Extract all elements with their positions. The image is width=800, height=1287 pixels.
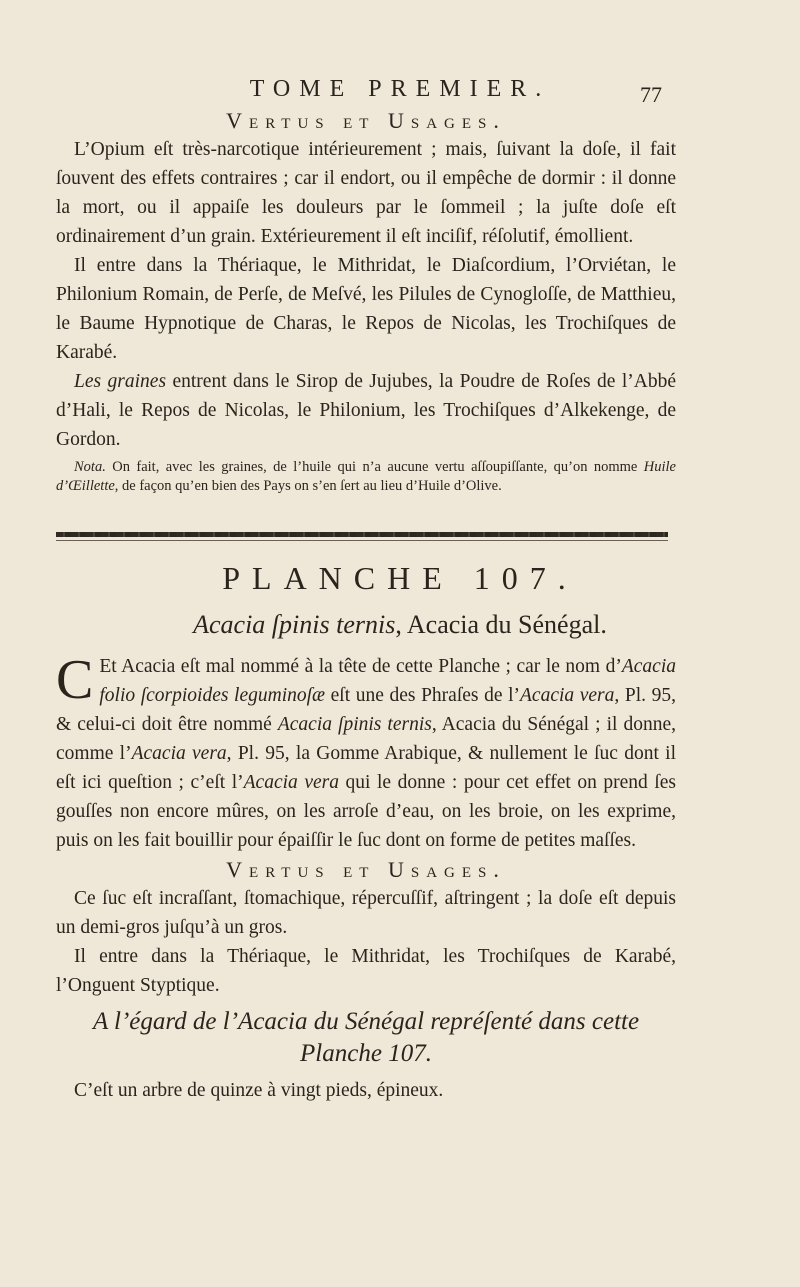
drop-cap: C xyxy=(56,649,94,711)
thin-rule xyxy=(56,540,668,541)
nota-text-a: On fait, avec les graines, de l’huile qui n’a aucune vertu aſſoupiſſante, qu’on nomme xyxy=(105,459,644,475)
last-line: C’eſt un arbre de quinze à vingt pieds, épineux. xyxy=(74,1080,444,1101)
paragraph-entre-2: Il entre dans la Thériaque, le Mithridat, les Trochiſques de Karabé, l’Onguent Styptique. xyxy=(56,946,676,996)
acacia-text-e: , Pl. 95, la Gomme Arabique, & nullement le ſuc dont il eſt ici queſtion ; c’eſt l’ xyxy=(56,743,676,793)
plate-subtitle-french: , Acacia du Sénégal. xyxy=(395,610,607,639)
acacia-text-d: , Acacia du Sénégal ; il donne, comme l’ xyxy=(56,714,676,764)
graines-text: entrent dans le Sirop de Jujubes, la Poudre de Roſes de l’Abbé d’Hali, le Repos de Nicolas, le Philonium, les Trochiſques d’Alkekenge, de Gordon. xyxy=(56,371,676,450)
acacia-em-3: Acacia ſpinis ternis xyxy=(277,714,432,735)
plate-subtitle xyxy=(0,610,800,640)
final-heading-line2: Planche 107. xyxy=(300,1040,432,1067)
paragraph-acacia xyxy=(56,649,676,855)
acacia-text-f: qui le donne : pour cet effet on prend ſes gouſſes non encore mûres, on les arroſe d’eau, on les broie, on les exprime, puis on les fait bouillir pour épaiſſir le ſuc dont on forme de petites maſſes. xyxy=(56,772,676,851)
graines-lead: Les graines xyxy=(74,371,167,392)
plate-subtitle-latin: Acacia ſpinis ternis xyxy=(193,610,396,639)
paragraph-entre: Il entre dans la Thériaque, le Mithridat, le Diaſcordium, l’Orviétan, le Philonium Romain, de Perſe, de Meſvé, les Pilules de Cynogloſſe, de Matthieu, le Baume Hypnotique de Charas, le Repos de Nicolas, les Trochiſques de Karabé. xyxy=(56,255,676,363)
paragraph-opium: L’Opium eſt très-narcotique intérieurement ; mais, ſuivant la doſe, il fait ſouvent des effets contraires ; car il endort, ou il empêche de dormir : il donne la mort, ou il appaiſe les douleurs par le ſommeil ; la juſte doſe eſt ordinairement d’un grain. Extérieurement il eſt inciſif, réſolutif, émollient. xyxy=(56,139,676,247)
first-section xyxy=(56,106,676,496)
page-number: 77 xyxy=(640,82,662,107)
acacia-em-4: Acacia vera xyxy=(131,743,227,764)
acacia-em-2: Acacia vera xyxy=(520,685,615,706)
acacia-text-c: , Pl. 95, & celui-ci doit être nommé xyxy=(56,685,676,735)
paragraph-nota xyxy=(56,458,676,496)
section-heading-vertus: Vertus et Usages. xyxy=(226,108,506,133)
second-section xyxy=(56,649,676,1105)
acacia-text-a: Et Acacia eſt mal nommé à la tête de cette Planche ; car le nom d’ xyxy=(99,656,622,677)
paragraph-suc: Ce ſuc eſt incraſſant, ſtomachique, répercuſſif, aſtringent ; la doſe eſt depuis un demi-gros juſqu’à un gros. xyxy=(56,888,676,938)
nota-text-b: , de façon qu’en bien des Pays on s’en ſert au lieu d’Huile d’Olive. xyxy=(114,478,502,494)
ornamental-rule xyxy=(56,532,668,537)
paragraph-graines xyxy=(56,367,676,454)
plate-title: PLANCHE 107. xyxy=(222,560,578,596)
nota-emphasis: Huile d’Œillette xyxy=(56,459,676,494)
acacia-em-1: Acacia folio ſcorpioides leguminoſæ xyxy=(99,656,676,706)
acacia-em-5: Acacia vera xyxy=(243,772,339,793)
section-heading-vertus-2: Vertus et Usages. xyxy=(226,857,506,882)
acacia-text-b: eſt une des Phraſes de l’ xyxy=(325,685,520,706)
nota-lead: Nota. xyxy=(74,459,106,475)
running-title: TOME PREMIER. xyxy=(249,76,551,102)
final-heading-line1: A l’égard de l’Acacia du Sénégal repréſenté dans cette xyxy=(92,1008,640,1035)
